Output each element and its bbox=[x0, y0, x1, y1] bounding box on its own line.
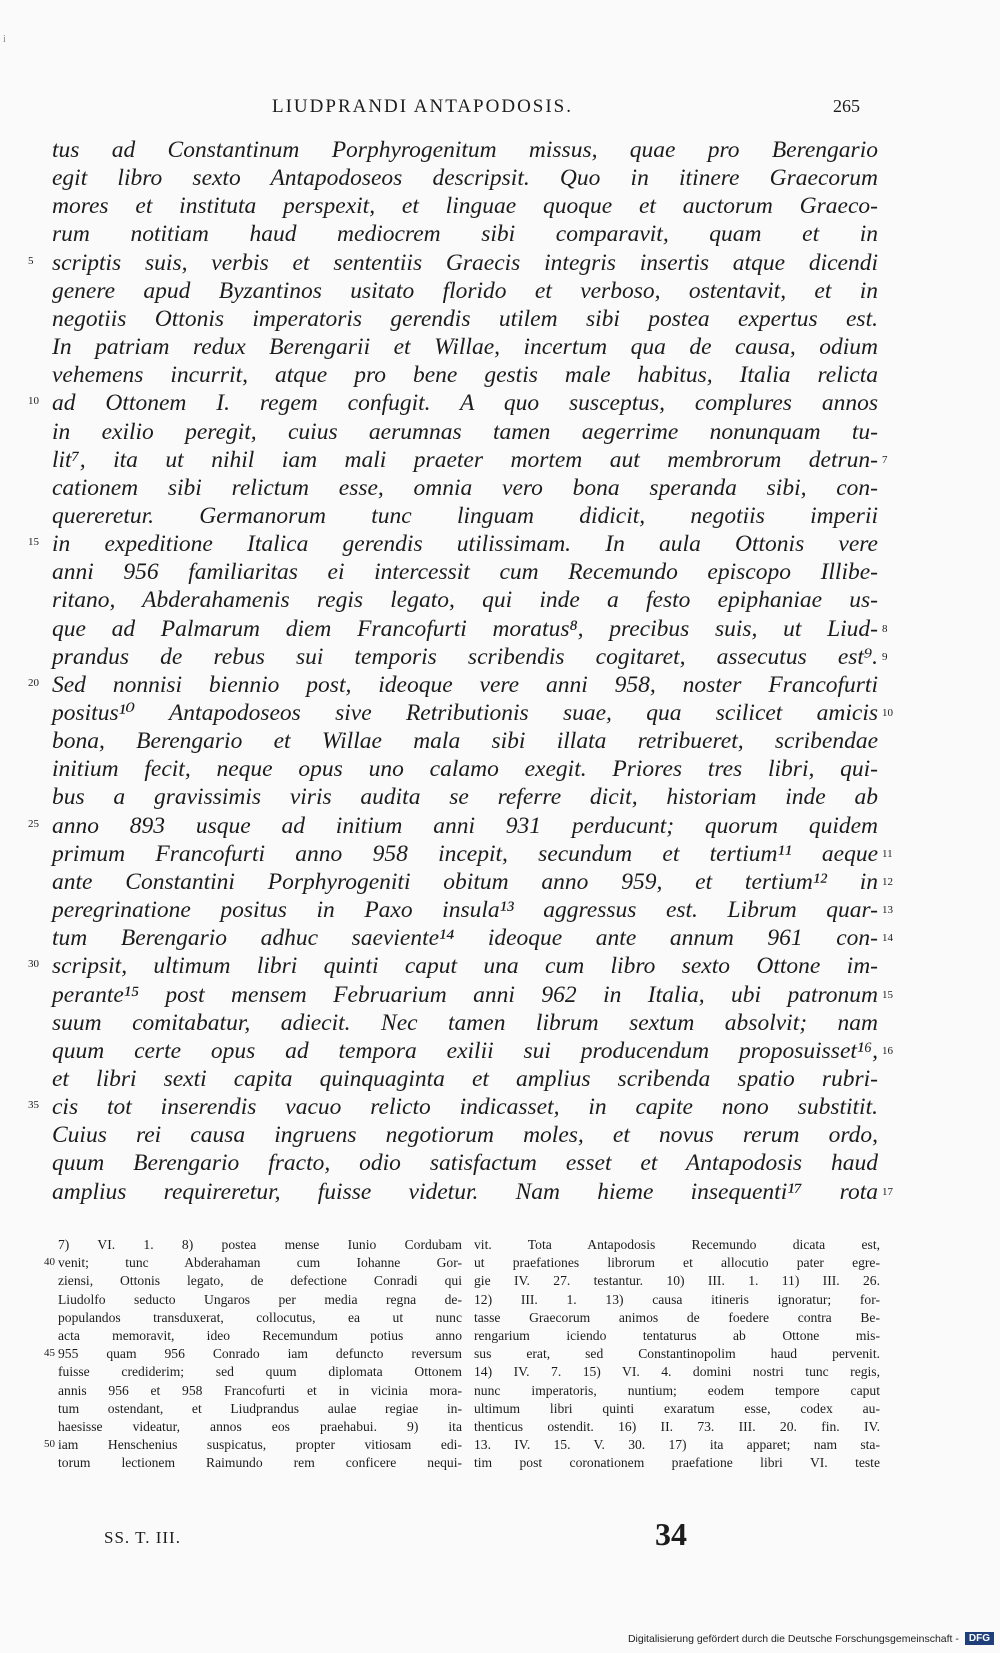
text-line bbox=[52, 1065, 878, 1093]
footnote-marker: 13 bbox=[882, 904, 893, 917]
text-line bbox=[52, 389, 878, 417]
footnote-line: tasse Graecorum animos de foedere contra Be- bbox=[474, 1309, 880, 1325]
footnote-line: Liudolfo seducto Ungaros per media regna de- bbox=[58, 1291, 462, 1307]
line-number: 20 bbox=[28, 676, 39, 689]
footnote-line: 955 quam 956 Conrado iam defuncto reversum bbox=[58, 1346, 462, 1362]
text-line-content: peregrinatione positus in Paxo insula¹³ aggressus est. Librum quar- bbox=[52, 897, 878, 924]
text-line-content: quum Berengario fracto, odio satisfactum esset et Antapodosis haud bbox=[52, 1150, 878, 1177]
text-line-content: in exilio peregit, cuius aerumnas tamen aegerrime nonunquam tu- bbox=[52, 418, 878, 445]
text-line bbox=[52, 896, 878, 924]
footnote-line: gie IV. 27. testantur. 10) III. 1. 11) III. 26. bbox=[474, 1273, 880, 1289]
footnote-marker: 8 bbox=[882, 622, 888, 635]
text-line bbox=[52, 249, 878, 277]
footnote-line: ziensi, Ottonis legato, de defectione Conradi qui bbox=[58, 1273, 462, 1289]
text-line bbox=[52, 418, 878, 446]
text-line bbox=[52, 220, 878, 248]
footnote-line: tum ostendant, et Liudprandus aulae regiae in- bbox=[58, 1400, 462, 1416]
text-line bbox=[52, 671, 878, 699]
text-line-content: perante¹⁵ post mensem Februarium anni 962 in Italia, ubi patronum bbox=[52, 981, 878, 1008]
footnotes-right-column bbox=[474, 1236, 880, 1472]
text-line-content: et libri sexti capita quinquaginta et amplius scribenda spatio rubri- bbox=[52, 1065, 878, 1092]
text-line-content: rum notitiam haud mediocrem sibi comparavit, quam et in bbox=[52, 221, 878, 248]
corner-mark: i bbox=[3, 34, 6, 45]
footnote-line: ut praefationes librorum et allocutio pater egre- bbox=[474, 1255, 880, 1271]
text-line-content: cationem sibi relictum esse, omnia vero bona speranda sibi, con- bbox=[52, 474, 878, 501]
text-line-content: In patriam redux Berengarii et Willae, incertum qua de causa, odium bbox=[52, 334, 878, 361]
footnote-line: thenticus ostendit. 16) II. 73. III. 20. fin. IV. bbox=[474, 1418, 880, 1434]
text-line-content: cis tot inserendis vacuo relicto indicasset, in capite nono substitit. bbox=[52, 1094, 878, 1121]
text-line-content: tum Berengario adhuc saeviente¹⁴ ideoque ante annum 961 con- bbox=[52, 925, 878, 952]
text-line-content: ritano, Abderahamenis regis legato, qui inde a festo epiphaniae us- bbox=[52, 587, 878, 614]
text-line bbox=[52, 952, 878, 980]
text-line-content: quum certe opus ad tempora exilii sui producendum proposuisset¹⁶, bbox=[52, 1037, 878, 1064]
page-header bbox=[0, 96, 1000, 126]
text-line bbox=[52, 192, 878, 220]
text-line-content: que ad Palmarum diem Francofurti moratus⁸, precibus suis, ut Liud- bbox=[52, 615, 878, 642]
footnote-line: haesisse videatur, annos eos praehabui. 9) ita bbox=[58, 1418, 462, 1434]
text-line-content: lit⁷, ita ut nihil iam mali praeter mortem aut membrorum detrun- bbox=[52, 446, 878, 473]
line-number: 5 bbox=[28, 254, 34, 267]
text-line bbox=[52, 530, 878, 558]
text-line bbox=[52, 1093, 878, 1121]
footnote-line: 14) IV. 7. 15) VI. 4. domini nostri tunc regis, bbox=[474, 1364, 880, 1380]
footnote-marker: 9 bbox=[882, 650, 888, 663]
footnote-line: tim post coronationem praefatione libri VI. teste bbox=[474, 1455, 880, 1471]
text-line bbox=[52, 1149, 878, 1177]
footnote-line: fuisse crediderim; sed quum diplomata Ottonem bbox=[58, 1364, 462, 1380]
text-line bbox=[52, 924, 878, 952]
text-line-content: quereretur. Germanorum tunc linguam didicit, negotiis imperii bbox=[52, 502, 878, 529]
text-line-content: bona, Berengario et Willae mala sibi illata retribueret, scribendae bbox=[52, 728, 878, 755]
text-line bbox=[52, 868, 878, 896]
text-line bbox=[52, 755, 878, 783]
footnote-line: iam Henschenius suspicatus, propter vitiosam edi- bbox=[58, 1437, 462, 1453]
text-line bbox=[52, 1178, 878, 1206]
text-line bbox=[52, 361, 878, 389]
line-number: 35 bbox=[28, 1099, 39, 1112]
footnote-line: 13. IV. 15. V. 30. 17) ita apparet; nam sta- bbox=[474, 1437, 880, 1453]
line-number: 45 bbox=[44, 1347, 55, 1360]
footnotes-left-column bbox=[58, 1236, 462, 1472]
footnote-marker: 7 bbox=[882, 453, 888, 466]
text-line-content: genere apud Byzantinos usitato florido et verboso, ostentavit, et in bbox=[52, 277, 878, 304]
sheet-number: 34 bbox=[655, 1516, 687, 1552]
text-line-content: primum Francofurti anno 958 incepit, secundum et tertium¹¹ aeque bbox=[52, 840, 878, 867]
text-line bbox=[52, 981, 878, 1009]
footnote-marker: 15 bbox=[882, 988, 893, 1001]
text-line-content: amplius requireretur, fuisse videtur. Nam hieme insequenti¹⁷ rota bbox=[52, 1178, 878, 1205]
text-line-content: vehemens incurrit, atque pro bene gestis male habitus, Italia relicta bbox=[52, 362, 878, 389]
text-line-content: Sed nonnisi biennio post, ideoque vere anni 958, noster Francofurti bbox=[52, 671, 878, 698]
footnote-line: acta memoravit, ideo Recemundum potius anno bbox=[58, 1327, 462, 1343]
footnote-marker: 14 bbox=[882, 932, 893, 945]
text-line-content: suum comitabatur, adiecit. Nec tamen librum sextum absolvit; nam bbox=[52, 1009, 878, 1036]
footnote-line: ultimum libri quinti exaratum esse, codex au- bbox=[474, 1400, 880, 1416]
footnote-line: annis 956 et 958 Francofurti et in vicinia mora- bbox=[58, 1382, 462, 1398]
text-line-content: ante Constantini Porphyrogeniti obitum anno 959, et tertium¹² in bbox=[52, 868, 878, 895]
footnote-line: torum lectionem Raimundo rem conficere nequi- bbox=[58, 1455, 462, 1471]
text-line bbox=[52, 840, 878, 868]
text-line bbox=[52, 446, 878, 474]
text-line bbox=[52, 1009, 878, 1037]
footnote-line: vit. Tota Antapodosis Recemundo dicata est, bbox=[474, 1237, 880, 1252]
text-line bbox=[52, 1037, 878, 1065]
text-line bbox=[52, 643, 878, 671]
footnote-line: sus erat, sed Constantinopolim haud pervenit. bbox=[474, 1346, 880, 1362]
footnote-line: populandos transduxerat, collocutus, ea ut nunc bbox=[58, 1309, 462, 1325]
footnote-marker: 11 bbox=[882, 847, 893, 860]
text-line bbox=[52, 812, 878, 840]
text-line bbox=[52, 558, 878, 586]
text-line bbox=[52, 502, 878, 530]
text-line-content: anno 893 usque ad initium anni 931 perducunt; quorum quidem bbox=[52, 812, 878, 839]
footnote-marker: 12 bbox=[882, 875, 893, 888]
text-line bbox=[52, 474, 878, 502]
text-line-content: negotiis Ottonis imperatoris gerendis utilem sibi postea expertus est. bbox=[52, 305, 878, 332]
text-line-content: scriptis suis, verbis et sententiis Graecis integris insertis atque dicendi bbox=[52, 249, 878, 276]
text-line bbox=[52, 136, 878, 164]
line-number: 15 bbox=[28, 536, 39, 549]
footnote-line: 12) III. 1. 13) causa itineris ignoratur; for- bbox=[474, 1291, 880, 1307]
page-number: 265 bbox=[833, 96, 860, 116]
text-line-content: bus a gravissimis viris audita se referre dicit, historiam inde ab bbox=[52, 784, 878, 811]
text-line-content: anni 956 familiaritas ei intercessit cum Recemundo episcopo Illibe- bbox=[52, 559, 878, 586]
footnote-line: nunc imperatoris, nuntium; eodem tempore caput bbox=[474, 1382, 880, 1398]
text-line-content: initium fecit, neque opus uno calamo exegit. Priores tres libri, qui- bbox=[52, 756, 878, 783]
text-line-content: scripsit, ultimum libri quinti caput una cum libro sexto Ottone im- bbox=[52, 953, 878, 980]
footnote-marker: 16 bbox=[882, 1044, 893, 1057]
dfg-credit-text: Digitalisierung gefördert durch die Deutsche Forschungsgemeinschaft - bbox=[627, 1632, 959, 1645]
text-line bbox=[52, 1121, 878, 1149]
volume-signature: SS. T. III. bbox=[104, 1528, 181, 1547]
text-line bbox=[52, 164, 878, 192]
text-line bbox=[52, 727, 878, 755]
footnote-marker: 17 bbox=[882, 1185, 893, 1198]
footnote-marker: 10 bbox=[882, 707, 893, 719]
text-line bbox=[52, 333, 878, 361]
text-line bbox=[52, 586, 878, 614]
dfg-logo: DFG bbox=[965, 1632, 994, 1645]
text-line bbox=[52, 615, 878, 643]
text-line-content: positus¹⁰ Antapodoseos sive Retributionis suae, qua scilicet amicis bbox=[52, 700, 878, 726]
text-line-content: egit libro sexto Antapodoseos descripsit. Quo in itinere Graecorum bbox=[52, 165, 878, 192]
line-number: 40 bbox=[44, 1256, 55, 1269]
running-title: LIUDPRANDI ANTAPODOSIS. bbox=[272, 96, 573, 117]
text-line bbox=[52, 699, 878, 727]
text-line bbox=[52, 305, 878, 333]
text-line-content: in expeditione Italica gerendis utilissimam. In aula Ottonis vere bbox=[52, 531, 878, 558]
text-line bbox=[52, 783, 878, 811]
line-number: 25 bbox=[28, 817, 39, 830]
text-line-content: tus ad Constantinum Porphyrogenitum missus, quae pro Berengario bbox=[52, 137, 878, 163]
footnote-line: venit; tunc Abderahaman cum Iohanne Gor- bbox=[58, 1255, 462, 1271]
line-number: 10 bbox=[28, 395, 39, 408]
footnote-line: 7) VI. 1. 8) postea mense Iunio Cordubam bbox=[58, 1237, 462, 1252]
text-line-content: Cuius rei causa ingruens negotiorum moles, et novus rerum ordo, bbox=[52, 1122, 878, 1149]
text-line-content: mores et instituta perspexit, et linguae quoque et auctorum Graeco- bbox=[52, 193, 878, 220]
text-line-content: ad Ottonem I. regem confugit. A quo susceptus, complures annos bbox=[52, 390, 878, 417]
line-number: 50 bbox=[44, 1438, 55, 1451]
text-line-content: prandus de rebus sui temporis scribendis cogitaret, assecutus est⁹. bbox=[52, 643, 878, 670]
footnote-line: rengarium iciendo tentaturus ab Ottone mis- bbox=[474, 1327, 880, 1343]
line-number: 30 bbox=[28, 958, 39, 971]
text-line bbox=[52, 277, 878, 305]
dfg-credit bbox=[628, 1632, 994, 1645]
